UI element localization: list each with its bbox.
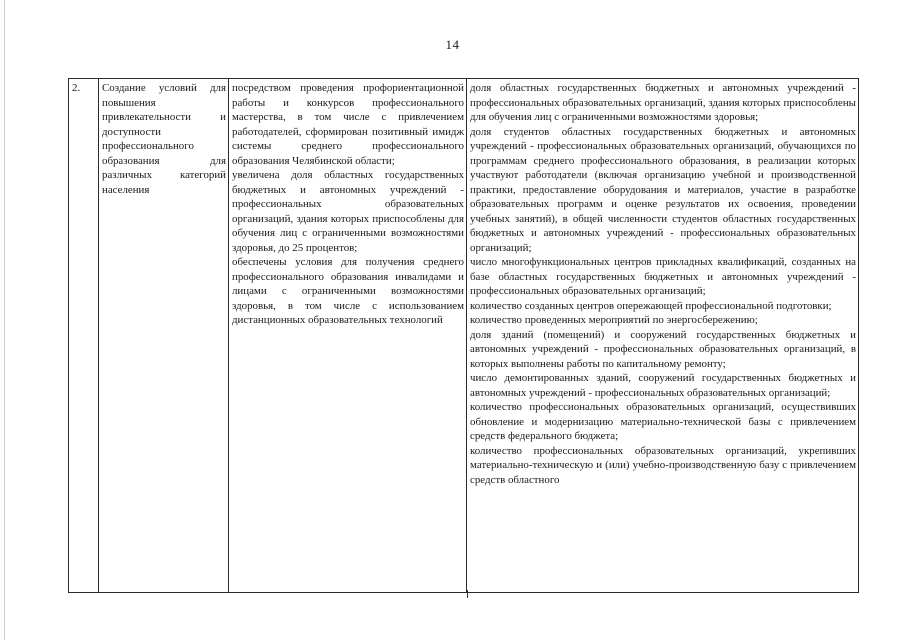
indicator-paragraph: доля областных государственных бюджетных и автономных учреждений - профессиональных образовательных организаций, здания которых приспособлены для обучения лиц с ограниченными возможностями здоровья; xyxy=(470,82,856,123)
table-row xyxy=(69,79,859,593)
measure-paragraph: посредством проведения профориентационной работы и конкурсов профессионального мастерства, в том числе с привлечением работодателей, сформирован позитивный имидж системы среднего профессионального образования Челябинской области; xyxy=(232,82,464,167)
scan-edge-line xyxy=(4,0,5,640)
indicator-paragraph: число многофункциональных центров прикладных квалификаций, созданных на базе областных государственных бюджетных и автономных учреждений - профессиональных образовательных организаций; xyxy=(470,256,856,297)
indicator-paragraph: количество профессиональных образовательных организаций, укрепивших материально-техническую и (или) учебно-производственную базу с привлечением средств областного xyxy=(470,444,856,486)
program-table xyxy=(68,78,859,593)
row-number-cell: 2. xyxy=(69,79,99,593)
measure-paragraph: обеспечены условия для получения среднего профессионального образования инвалидами и лицами с ограниченными возможностями здоровья, в том числе с использованием дистанционных образовательных технологий xyxy=(232,256,464,326)
measure-paragraph: увеличена доля областных государственных бюджетных и автономных учреждений - профессиональных образовательных организаций, здания которых приспособлены для обучения лиц с ограниченными возможностями здоровья, до 25 процентов; xyxy=(232,169,464,254)
indicator-paragraph: количество проведенных мероприятий по энергосбережению; xyxy=(470,314,758,326)
goal-cell: Создание условий для повышения привлекательности и доступности профессионального образования для различных категорий населения xyxy=(99,79,229,593)
indicator-paragraph: количество созданных центров опережающей профессиональной подготовки; xyxy=(470,299,832,312)
indicator-paragraph: количество профессиональных образовательных организаций, осуществивших обновление и модернизацию материально-технической базы с привлечением средств федерального бюджета; xyxy=(470,401,856,442)
indicator-paragraph: число демонтированных зданий, сооружений государственных бюджетных и автономных учреждений - профессиональных образовательных организаций; xyxy=(470,372,856,399)
indicator-paragraph: доля зданий (помещений) и сооружений государственных бюджетных и автономных учреждений - профессиональных образовательных организаций, в которых выполнены работы по капитальному ремонту; xyxy=(470,328,856,370)
page-number: 14 xyxy=(445,37,460,52)
indicators-cell xyxy=(467,79,859,593)
measures-cell xyxy=(229,79,467,593)
indicator-paragraph: доля студентов областных государственных бюджетных и автономных учреждений - профессиональных образовательных организаций, обучающихся по программам среднего профессионального образования, в реализации которых участвуют работодатели (включая организацию учебной и производственной практики, предоставление оборудования и материалов, участие в разработке образовательных программ и оценке результатов их освоения, проведении учебных занятий), в общей численности студентов областных государственных бюджетных и автономных учреждений - профессиональных образовательных организаций; xyxy=(470,125,856,254)
scan-mark xyxy=(467,590,468,598)
